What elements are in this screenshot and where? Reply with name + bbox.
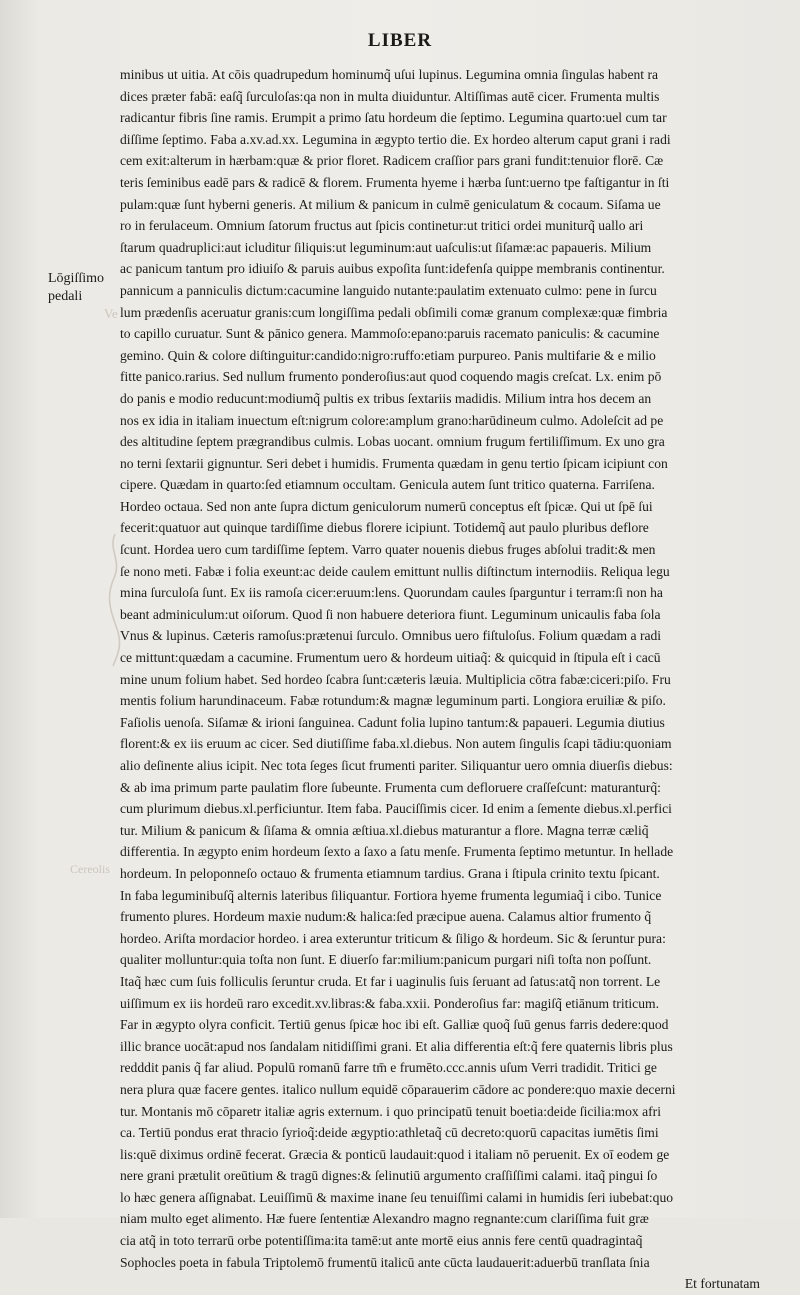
text-line: niam multo eget alimento. Hæ fuere ſententiæ Alexandro magno regnante:cum clariſſima fuit græ xyxy=(120,1211,649,1227)
text-line: fecerit:quatuor aut quinque tardiſſime diebus florere icipiunt. Totidemq̃ aut paulo pluribus deflore xyxy=(120,520,649,536)
text-line: dices præter fabā: eaſq̃ ſurculoſas:qa non in multa diuiduntur. Altiſſimas autē cicer. Frumenta multis xyxy=(120,88,660,104)
text-line: radicantur fibris ſine ramis. Erumpit a primo ſatu hordeum die ſeptimo. Legumina quarto:uel cum tar xyxy=(120,110,667,126)
text-line: hordeo. Ariſta mordacior hordeo. i area exteruntur triticum & ſiligo & hordeum. Sic & ſeruntur pura: xyxy=(120,930,666,946)
running-head: LIBER xyxy=(367,30,433,51)
text-line: Itaq̃ hæc cum ſuis folliculis ſeruntur cruda. Et far i uaginulis ſuis ſeruant ad ſatus:atq̃ non torrent. Le xyxy=(120,973,661,989)
text-line: mine unum folium habet. Sed hordeo ſcabra ſunt:cæteris læuia. Multiplicia cōtra fabæ:ciceri:piſo. Fru xyxy=(120,671,671,687)
text-line: no terni ſextarii gignuntur. Seri debet i humidis. Frumenta quædam in genu tertio ſpicam icipiunt con xyxy=(120,455,668,471)
text-line: ce mittunt:quædam a cacumine. Frumentum uero & hordeum uitiaq̃: & quicquid in ſtipula eſt i cacū xyxy=(120,650,661,666)
text-line: Faſiolis uenoſa. Siſamæ & irioni ſanguinea. Cadunt folia lupino tantum:& papaueri. Legumia diutius xyxy=(120,714,665,730)
text-line: pannicum a panniculis dictum:cacumine languido nutante:paulatim extenuato culmo: pene in ſurcu xyxy=(120,282,657,298)
text-line: florent:& ex iis eruum ac cicer. Sed diutiſſime faba.xl.diebus. Non autem ſingulis ſcapi tādiu:quoniam xyxy=(120,736,672,752)
text-line: Far in ægypto olyra conficit. Tertiū genus ſpicæ hoc ibi eſt. Galliæ quoq̃ ſuū genus farris dedere:quod xyxy=(120,1017,669,1033)
text-line: cia atq̃ in toto terrarū orbe potentiſſima:ita tamē:ut ante mortē eius annis fere centū quadragintaq̃ xyxy=(120,1233,643,1249)
text-line: mina ſurculoſa ſunt. Ex iis ramoſa cicer:eruum:lens. Quorundam caules ſparguntur i terram:ſi non ha xyxy=(120,585,663,601)
text-line: ca. Tertiū pondus erat thracio ſyrioq̃:deide ægyptio:athletaq̃ cū decreto:quorū capacitas iumētis ſimi xyxy=(120,1125,659,1141)
text-line: nos ex idia in italiam inuectum eſt:nigrum colore:amplum grano:harūdineum culmo. Adoleſcit ad pe xyxy=(120,412,664,428)
text-line: & ab ima primum parte paulatim flore ſubeunte. Frumenta cum defloruere craſſeſcunt: maturanturq̃: xyxy=(120,779,661,795)
text-line: uiſſimum ex iis hordeū raro excedit.xv.libras:& faba.xxii. Ponderoſius far: magiſq̃ etiānum triticum. xyxy=(120,995,659,1011)
text-line: redddit panis q̃ far aliud. Populū romanū farre tm̄ e frumēto.ccc.annis uſum Verri tradidit. Tritici ge xyxy=(120,1060,657,1076)
marginal-note xyxy=(48,270,116,306)
text-line: ac panicum tantum pro idiuiſo & paruis auibus expoſita ſunt:idefenſa quippe membranis continentur. xyxy=(120,261,665,277)
text-line: Vnus & lupinus. Cæteris ramoſus:prætenui ſurculo. Omnibus uero fiſtuloſus. Folium quædam a radi xyxy=(120,628,662,644)
marginal-note-line-1: Lōgiſſimo xyxy=(48,271,104,286)
text-line: nere grani prætulit oreūtium & tragū dignes:& ſelinutiū argumento craſſiſſimi calami. itaq̃ pingui ſo xyxy=(120,1168,658,1184)
marginal-note-line-2: pedali xyxy=(48,289,83,304)
text-line: mentis folium harundinaceum. Fabæ rotundum:& magnæ leguminum parti. Longiora eruiliæ & piſo. xyxy=(120,693,666,709)
text-line: diſſime ſeptimo. Faba a.xv.ad.xx. Legumina in ægypto tertio die. Ex hordeo alterum caput grani i radi xyxy=(120,131,671,147)
text-line: nera plura quæ facere gentes. italico nullum equidē cōparauerim cādore ac pondere:quo maxie decerni xyxy=(120,1081,676,1097)
text-line: cem exit:alterum in hærbam:quæ & prior floret. Radicem craſſior pars grani fundit:tenuior florē. Cæ xyxy=(120,153,664,169)
text-line: minibus ut uitia. At cōis quadrupedum hominumq̃ uſui lupinus. Legumina omnia ſingulas habent ra xyxy=(120,67,659,82)
text-line: hordeum. In peloponneſo octauo & frumenta etiamnum tardius. Grana i ſtipula crinito textu ſpicant. xyxy=(120,865,660,881)
text-line: qualiter molluntur:quia toſta non ſunt. E diuerſo far:milium:panicum purgari niſi toſta non poſſunt. xyxy=(120,952,652,968)
text-line: fitte panico.rarius. Sed nullum frumento ponderoſius:aut quod coquendo magis creſcat. Lx. enim pō xyxy=(120,369,662,385)
catchword: Et fortunatam xyxy=(684,1276,760,1292)
text-line: to capillo curuatur. Sunt & pānico genera. Mammoſo:epano:paruis racemato paniculis: & cacumine xyxy=(120,326,660,342)
text-line: tur. Milium & panicum & ſiſama & omnia æſtiua.xl.diebus maturantur a flore. Magna terræ cæliq̃ xyxy=(120,822,649,838)
text-line: alio deſinente alius icipit. Nec tota ſeges ſicut frumenti pariter. Siliquantur uero omnia diuerſis diebus: xyxy=(120,758,673,773)
text-line: pulam:quæ ſunt hyberni generis. At milium & panicum in culmē geniculatum & cocaum. Siſama ue xyxy=(120,196,661,212)
text-line: Hordeo octaua. Sed non ante ſupra dictum geniculorum numerū conceptus eſt ſpicæ. Qui ut ſpē ſui xyxy=(120,498,653,514)
text-line: cum plurimum diebus.xl.perficiuntur. Item faba. Pauciſſimis cicer. Id enim a ſemente diebus.xl.perfici xyxy=(120,801,672,817)
text-line: lis:quē diximus ordinē fecerat. Græcia & ponticū laudauit:quod i italiam nō peruenit. Ex oī eodem ge xyxy=(120,1146,670,1162)
text-line: des altitudine ſeptem prægrandibus culmis. Lobas uocant. omnium frugum fertiliſſimum. Ex uno gra xyxy=(120,434,665,450)
text-line: ſtarum quadruplici:aut icluditur ſiliquis:ut leguminum:aut uaſculis:ut ſiſamæ:ac papaueris. Milium xyxy=(120,239,652,255)
text-line: differentia. In ægypto enim hordeum ſexto a ſaxo a ſatu menſe. Frumenta ſeptimo metuntur. In hellade xyxy=(120,844,674,860)
text-line: Sophocles poeta in fabula Triptolemō frumentū italicū ante cūcta laudauerit:aduerbū tranſlata ſnia xyxy=(120,1254,650,1270)
text-line: ro in ferulaceum. Omnium ſatorum fructus aut ſpicis continetur:ut tritici ordei muniturq̃ uallo ari xyxy=(120,218,644,234)
text-line: lo hæc genera aſſignabat. Leuiſſimū & maxime inane ſeu tenuiſſimi calami in humidis ſeri iubebat:quo xyxy=(120,1189,674,1205)
text-line: illic brance uocāt:apud nos ſandalam nitidiſſimi grani. Et alia differentia eſt:q̃ fere quaternis libris plus xyxy=(120,1038,673,1054)
faint-marginal-note: Ve xyxy=(104,306,118,321)
text-line: lum prædenſis aceruatur granis:cum longiſſima pedali obſimili comæ granum complexæ:quæ fimbria xyxy=(120,304,668,320)
text-line: ſe nono meti. Fabæ i folia exeunt:ac deide caulem emittunt nullis diſtinctum internodiis. Reliqua legu xyxy=(120,563,670,579)
text-line: teris ſeminibus eadē pars & radicē & florem. Frumenta hyeme i hærba ſunt:uerno tpe faſtigantur in ſti xyxy=(120,174,670,190)
text-line: do panis e modio reducunt:modiumq̃ pultis ex tribus ſextariis madidis. Milium intra hos decem an xyxy=(120,390,652,406)
text-line: gemino. Quin & colore diſtinguitur:candido:nigro:ruffo:etiam purpureo. Panis multifarie & e milio xyxy=(120,347,656,363)
text-line: cipere. Quædam in quarto:ſed etiamnum occultam. Genicula autem ſunt tritico quaterna. Farriſena. xyxy=(120,477,655,493)
text-line: ſcunt. Hordea uero cum tardiſſime ſeptem. Varro quater nouenis diebus fruges abſolui tradit:& men xyxy=(120,542,656,558)
text-line: In faba leguminibuſq̃ alternis lateribus ſiliquantur. Fortiora hyeme frumenta legumiaq̃ i cibo. Tunice xyxy=(120,887,662,903)
body-text xyxy=(120,64,760,1295)
text-line: tur. Montanis mō cōparetr italiæ agris externum. i quo principatū tenuit boetia:deide ſicilia:mox afri xyxy=(120,1103,661,1119)
text-line: frumento plures. Hordeum maxie nudum:& halica:ſed præcipue auena. Calamus altior frumento q̃ xyxy=(120,909,652,925)
text-line: beant adminiculum:ut oiſorum. Quod ſi non habuere deteriora fiunt. Leguminum unicaulis faba ſola xyxy=(120,606,661,622)
faint-marginal-note-cereal: Cereolis xyxy=(70,862,110,876)
